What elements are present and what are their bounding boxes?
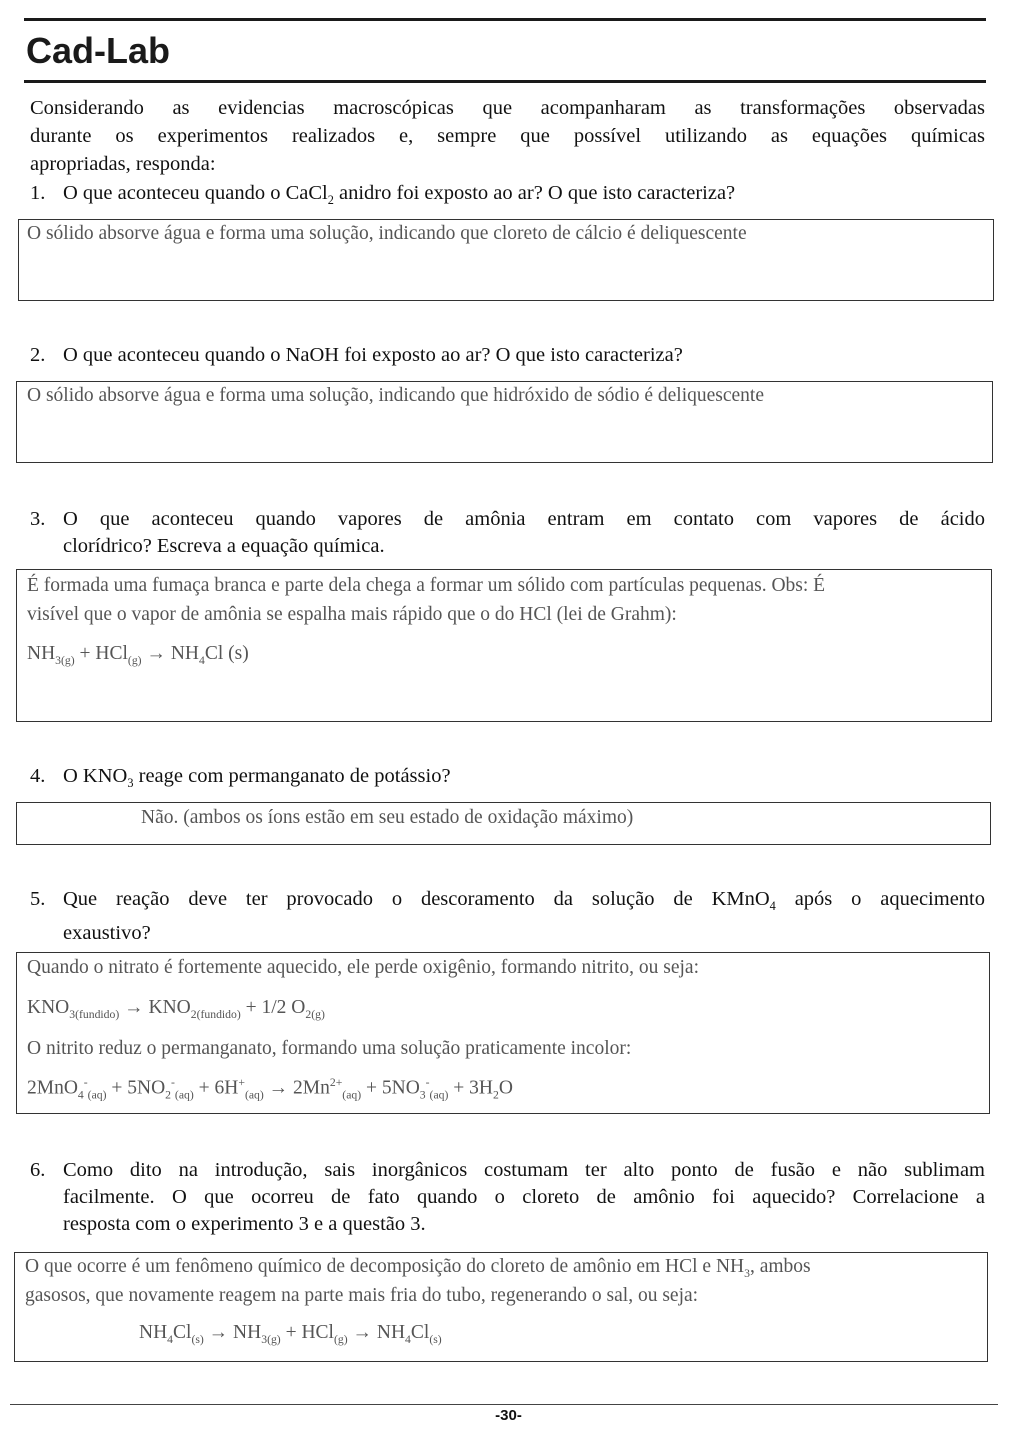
intro-paragraph — [30, 94, 985, 178]
top-rule — [24, 18, 986, 21]
answer-box-5[interactable] — [16, 952, 990, 1114]
question-number: 1. — [30, 182, 46, 204]
question-text: clorídrico? Escreva a equação química. — [63, 535, 385, 557]
question-number: 6. — [30, 1159, 46, 1181]
question-3 — [30, 506, 985, 560]
question-text: O $KNO_3$ reage com permanganato de potássio? — [63, 765, 451, 791]
answer-box-6[interactable] — [14, 1252, 988, 1362]
answer-text: É formada uma fumaça branca e parte dela chega a formar um sólido com partículas pequenas. Obs: É — [27, 575, 826, 596]
answer-text: O que ocorre é um fenômeno químico de decomposição do cloreto de amônio em HCl e $NH_3$, ambos — [25, 1256, 811, 1280]
question-text: O que aconteceu quando vapores de amônia entram em contato com vapores de ácido — [63, 508, 985, 530]
question-2 — [30, 342, 985, 369]
intro-line: Considerando as evidencias macroscópicas que acompanharam as transformações observadas — [30, 97, 985, 119]
equation: $NH_4Cl_{(s)} \to NH_{3(g)} + HCl_{(g)} \to NH_4Cl_{(s)}$ — [139, 1322, 442, 1346]
answer-text: O sólido absorve água e forma uma solução, indicando que hidróxido de sódio é deliquescente — [27, 385, 765, 406]
answer-box-4[interactable] — [16, 802, 991, 845]
question-1 — [30, 180, 985, 214]
answer-box-3[interactable] — [16, 569, 992, 722]
question-text: exaustivo? — [63, 922, 151, 945]
equation: $NH_{3(g)} + HCl_{(g)} \to NH_4Cl$ (s) — [27, 643, 249, 667]
question-text: Que reação deve ter provocado o descoramento da solução de KMnO$_4$ após o aquecimento — [63, 888, 985, 914]
question-text: O que aconteceu quando o NaOH foi exposto ao ar? O que isto caracteriza? — [63, 344, 683, 366]
footer-rule — [10, 1404, 998, 1405]
question-number: 5. — [30, 888, 46, 910]
answer-text: O nitrito reduz o permanganato, formando uma solução praticamente incolor: — [27, 1038, 632, 1059]
page-number: -30- — [495, 1407, 522, 1424]
intro-line: apropriadas, responda: — [30, 153, 216, 175]
answer-text: O sólido absorve água e forma uma solução, indicando que cloreto de cálcio é deliquescente — [27, 223, 747, 244]
answer-text: Não. (ambos os íons estão em seu estado de oxidação máximo) — [141, 807, 634, 828]
question-text: O que aconteceu quando o CaCl$_2$ anidro foi exposto ao ar? O que isto caracteriza? — [63, 182, 736, 208]
page-title: Cad-Lab — [26, 30, 170, 71]
question-number: 3. — [30, 508, 46, 530]
question-4 — [30, 763, 985, 797]
question-6 — [30, 1157, 985, 1238]
question-number: 2. — [30, 344, 46, 366]
answer-text: visível que o vapor de amônia se espalha mais rápido que o do HCl (lei de Grahm): — [27, 604, 677, 625]
answer-text: Quando o nitrato é fortemente aquecido, ele perde oxigênio, formando nitrito, ou seja: — [27, 957, 699, 978]
question-text: Como dito na introdução, sais inorgânicos costumam ter alto ponto de fusão e não sublimam — [63, 1159, 985, 1181]
question-number: 4. — [30, 765, 46, 787]
intro-line: durante os experimentos realizados e, sempre que possível utilizando as equações químicas — [30, 125, 985, 147]
answer-text: gasosos, que novamente reagem na parte mais fria do tubo, regenerando o sal, ou seja: — [25, 1285, 699, 1306]
question-text: resposta com o experimento 3 e a questão 3. — [63, 1213, 426, 1235]
question-text: facilmente. O que ocorreu de fato quando o cloreto de amônio foi aquecido? Correlacione a — [63, 1186, 985, 1208]
equation: $2MnO_4^-_{(aq)} + 5NO_2^-_{(aq)} + 6H^+_{(aq)} \to 2Mn^{2+}_{(aq)} + 5NO_3^-_{(aq)} + 3H_2O$ — [27, 1076, 513, 1102]
question-5 — [30, 886, 985, 947]
answer-box-1[interactable] — [18, 219, 994, 301]
title-underline — [24, 80, 986, 83]
answer-box-2[interactable] — [16, 381, 993, 463]
equation: $KNO_{3(fundido)} \to KNO_{2(fundido)} + 1/2$ $O_{2(g)}$ — [27, 997, 325, 1021]
